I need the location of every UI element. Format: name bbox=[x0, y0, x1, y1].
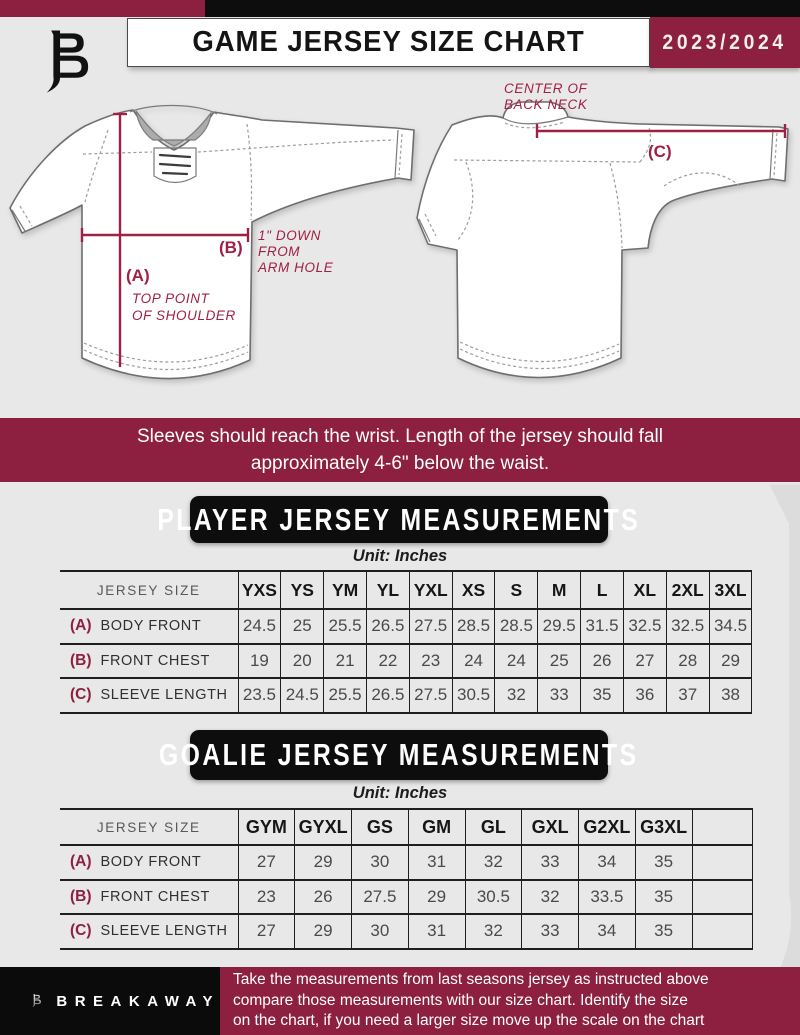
footer-note-line-2: compare those measurements with our size chart. Identify the size bbox=[233, 991, 688, 1009]
row-tag: (B) bbox=[70, 887, 92, 905]
page-title: GAME JERSEY SIZE CHART bbox=[192, 26, 585, 58]
row-tag: (C) bbox=[70, 686, 92, 704]
size-col-header: 2XL bbox=[666, 571, 709, 609]
measure-value: 25.5 bbox=[324, 678, 367, 713]
measure-value: 22 bbox=[366, 644, 409, 679]
measure-value: 33 bbox=[522, 845, 579, 880]
measure-value: 24 bbox=[452, 644, 495, 679]
page-title-box bbox=[127, 18, 650, 67]
measure-value: 28.5 bbox=[452, 609, 495, 644]
player-section-banner bbox=[157, 496, 641, 543]
player-row-body-front bbox=[60, 609, 752, 644]
label-c-note-1: CENTER OF bbox=[504, 81, 588, 96]
goalie-section-title: GOALIE JERSEY MEASUREMENTS bbox=[159, 737, 639, 772]
label-c-note-2: BACK NECK bbox=[504, 97, 588, 112]
player-unit-label: Unit: Inches bbox=[352, 547, 448, 565]
label-c-tag: (C) bbox=[648, 142, 672, 161]
size-col-header: L bbox=[581, 571, 624, 609]
label-b-note-3: ARM HOLE bbox=[258, 260, 334, 275]
measure-value: 28.5 bbox=[495, 609, 538, 644]
breakaway-logo bbox=[26, 24, 100, 102]
label-b-note-2: FROM bbox=[258, 244, 301, 259]
measure-value: 35 bbox=[635, 880, 692, 915]
fit-notice-banner bbox=[0, 418, 800, 482]
size-col-header: GXL bbox=[522, 809, 579, 845]
size-col-header: G2XL bbox=[579, 809, 636, 845]
footer-note-line-1: Take the measurements from last seasons jersey as instructed above bbox=[233, 971, 709, 989]
measure-value: 29 bbox=[295, 914, 352, 949]
measure-value: 30.5 bbox=[452, 678, 495, 713]
measure-value: 26 bbox=[581, 644, 624, 679]
measure-value: 35 bbox=[635, 914, 692, 949]
measure-value: 37 bbox=[666, 678, 709, 713]
measure-value: 35 bbox=[635, 845, 692, 880]
season-box bbox=[650, 17, 800, 68]
size-col-header: GYXL bbox=[295, 809, 352, 845]
size-col-header: GL bbox=[465, 809, 522, 845]
label-a-note-1: TOP POINT bbox=[132, 291, 210, 306]
size-col-header: G3XL bbox=[635, 809, 692, 845]
measure-value: 30 bbox=[352, 845, 409, 880]
row-label: SLEEVE LENGTH bbox=[100, 923, 228, 940]
measure-value: 38 bbox=[709, 678, 752, 713]
row-tag: (B) bbox=[70, 651, 92, 669]
size-col-header: M bbox=[538, 571, 581, 609]
label-b-tag: (B) bbox=[219, 238, 243, 257]
measure-value: 33 bbox=[522, 914, 579, 949]
measure-value: 21 bbox=[324, 644, 367, 679]
measure-value: 34 bbox=[579, 914, 636, 949]
measure-value: 25 bbox=[538, 644, 581, 679]
top-strip-maroon bbox=[0, 0, 205, 17]
row-tag: (A) bbox=[70, 617, 92, 635]
size-col-header: YXL bbox=[409, 571, 452, 609]
row-tag: (A) bbox=[70, 853, 92, 871]
measure-value: 31.5 bbox=[581, 609, 624, 644]
fit-notice-line-2: approximately 4-6" below the waist. bbox=[250, 453, 550, 474]
measure-value: 19 bbox=[238, 644, 281, 679]
label-a-tag: (A) bbox=[126, 266, 150, 285]
row-label: FRONT CHEST bbox=[100, 652, 210, 669]
measure-value: 29.5 bbox=[538, 609, 581, 644]
goalie-row-front-chest bbox=[60, 880, 752, 915]
size-col-header: GM bbox=[408, 809, 465, 845]
goalie-size-table bbox=[60, 808, 753, 950]
size-col-header: XS bbox=[452, 571, 495, 609]
measure-value: 27 bbox=[238, 845, 295, 880]
measure-value: 25.5 bbox=[324, 609, 367, 644]
goalie-header-row bbox=[60, 809, 752, 845]
goalie-corner-label: JERSEY SIZE bbox=[96, 819, 201, 835]
size-col-header: S bbox=[495, 571, 538, 609]
row-tag: (C) bbox=[70, 922, 92, 940]
goalie-row-sleeve-length bbox=[60, 914, 752, 949]
empty-cell bbox=[692, 845, 752, 880]
goalie-unit-label: Unit: Inches bbox=[352, 784, 448, 802]
size-col-header: XL bbox=[623, 571, 666, 609]
measure-value: 20 bbox=[281, 644, 324, 679]
footer-brand-block bbox=[0, 967, 220, 1035]
measure-value: 24 bbox=[495, 644, 538, 679]
footer-brand-name: BREAKAWAY bbox=[56, 992, 220, 1010]
goalie-section-banner bbox=[159, 730, 639, 780]
measure-value: 29 bbox=[408, 880, 465, 915]
measure-value: 27.5 bbox=[409, 609, 452, 644]
row-label: FRONT CHEST bbox=[100, 888, 210, 905]
measure-value: 24.5 bbox=[238, 609, 281, 644]
measure-value: 27.5 bbox=[352, 880, 409, 915]
measure-value: 26.5 bbox=[366, 678, 409, 713]
size-col-header: GYM bbox=[238, 809, 295, 845]
measure-value: 23.5 bbox=[238, 678, 281, 713]
footer-instructions bbox=[220, 967, 800, 1035]
measure-value: 27 bbox=[238, 914, 295, 949]
fit-notice-line-1: Sleeves should reach the wrist. Length of the jersey should fall bbox=[137, 426, 663, 447]
size-col-header: YS bbox=[281, 571, 324, 609]
measure-value: 34 bbox=[579, 845, 636, 880]
size-col-header: YM bbox=[324, 571, 367, 609]
row-label: SLEEVE LENGTH bbox=[100, 687, 228, 704]
player-row-front-chest bbox=[60, 644, 752, 679]
measure-value: 23 bbox=[238, 880, 295, 915]
season-label: 2023/2024 bbox=[662, 30, 788, 54]
front-jersey-drawing bbox=[10, 105, 414, 378]
measure-value: 23 bbox=[409, 644, 452, 679]
footer-note-line-3: on the chart, if you need a larger size move up the scale on the chart bbox=[233, 1012, 705, 1030]
empty-size-col bbox=[692, 809, 752, 845]
size-col-header: 3XL bbox=[709, 571, 752, 609]
back-jersey-drawing bbox=[417, 102, 788, 378]
measure-value: 30.5 bbox=[465, 880, 522, 915]
row-label: BODY FRONT bbox=[100, 854, 202, 871]
measure-value: 31 bbox=[408, 914, 465, 949]
measure-value: 34.5 bbox=[709, 609, 752, 644]
measure-value: 24.5 bbox=[281, 678, 324, 713]
measure-value: 26.5 bbox=[366, 609, 409, 644]
measure-value: 27 bbox=[623, 644, 666, 679]
measure-value: 31 bbox=[408, 845, 465, 880]
player-section-title: PLAYER JERSEY MEASUREMENTS bbox=[157, 501, 641, 537]
size-col-header: YXS bbox=[238, 571, 281, 609]
measure-value: 33 bbox=[538, 678, 581, 713]
footer-breakaway-logo bbox=[28, 984, 43, 1018]
size-col-header: GS bbox=[352, 809, 409, 845]
measure-value: 32.5 bbox=[623, 609, 666, 644]
empty-cell bbox=[692, 914, 752, 949]
measure-value: 27.5 bbox=[409, 678, 452, 713]
measure-value: 25 bbox=[281, 609, 324, 644]
measure-value: 29 bbox=[709, 644, 752, 679]
player-corner-label: JERSEY SIZE bbox=[96, 582, 201, 598]
size-col-header: YL bbox=[366, 571, 409, 609]
measure-value: 32 bbox=[495, 678, 538, 713]
top-strip-black bbox=[205, 0, 800, 17]
empty-cell bbox=[692, 880, 752, 915]
label-b-note-1: 1" DOWN bbox=[258, 228, 321, 243]
measure-value: 33.5 bbox=[579, 880, 636, 915]
measure-value: 32 bbox=[465, 845, 522, 880]
measure-value: 36 bbox=[623, 678, 666, 713]
player-row-sleeve-length bbox=[60, 678, 752, 713]
measure-value: 32 bbox=[465, 914, 522, 949]
label-a-note-2: OF SHOULDER bbox=[132, 308, 236, 323]
measure-value: 35 bbox=[581, 678, 624, 713]
measure-value: 28 bbox=[666, 644, 709, 679]
measure-value: 29 bbox=[295, 845, 352, 880]
measure-value: 32.5 bbox=[666, 609, 709, 644]
row-label: BODY FRONT bbox=[100, 618, 202, 635]
player-size-table bbox=[60, 570, 752, 714]
goalie-row-body-front bbox=[60, 845, 752, 880]
player-header-row bbox=[60, 571, 752, 609]
measure-value: 32 bbox=[522, 880, 579, 915]
measure-value: 26 bbox=[295, 880, 352, 915]
measure-value: 30 bbox=[352, 914, 409, 949]
